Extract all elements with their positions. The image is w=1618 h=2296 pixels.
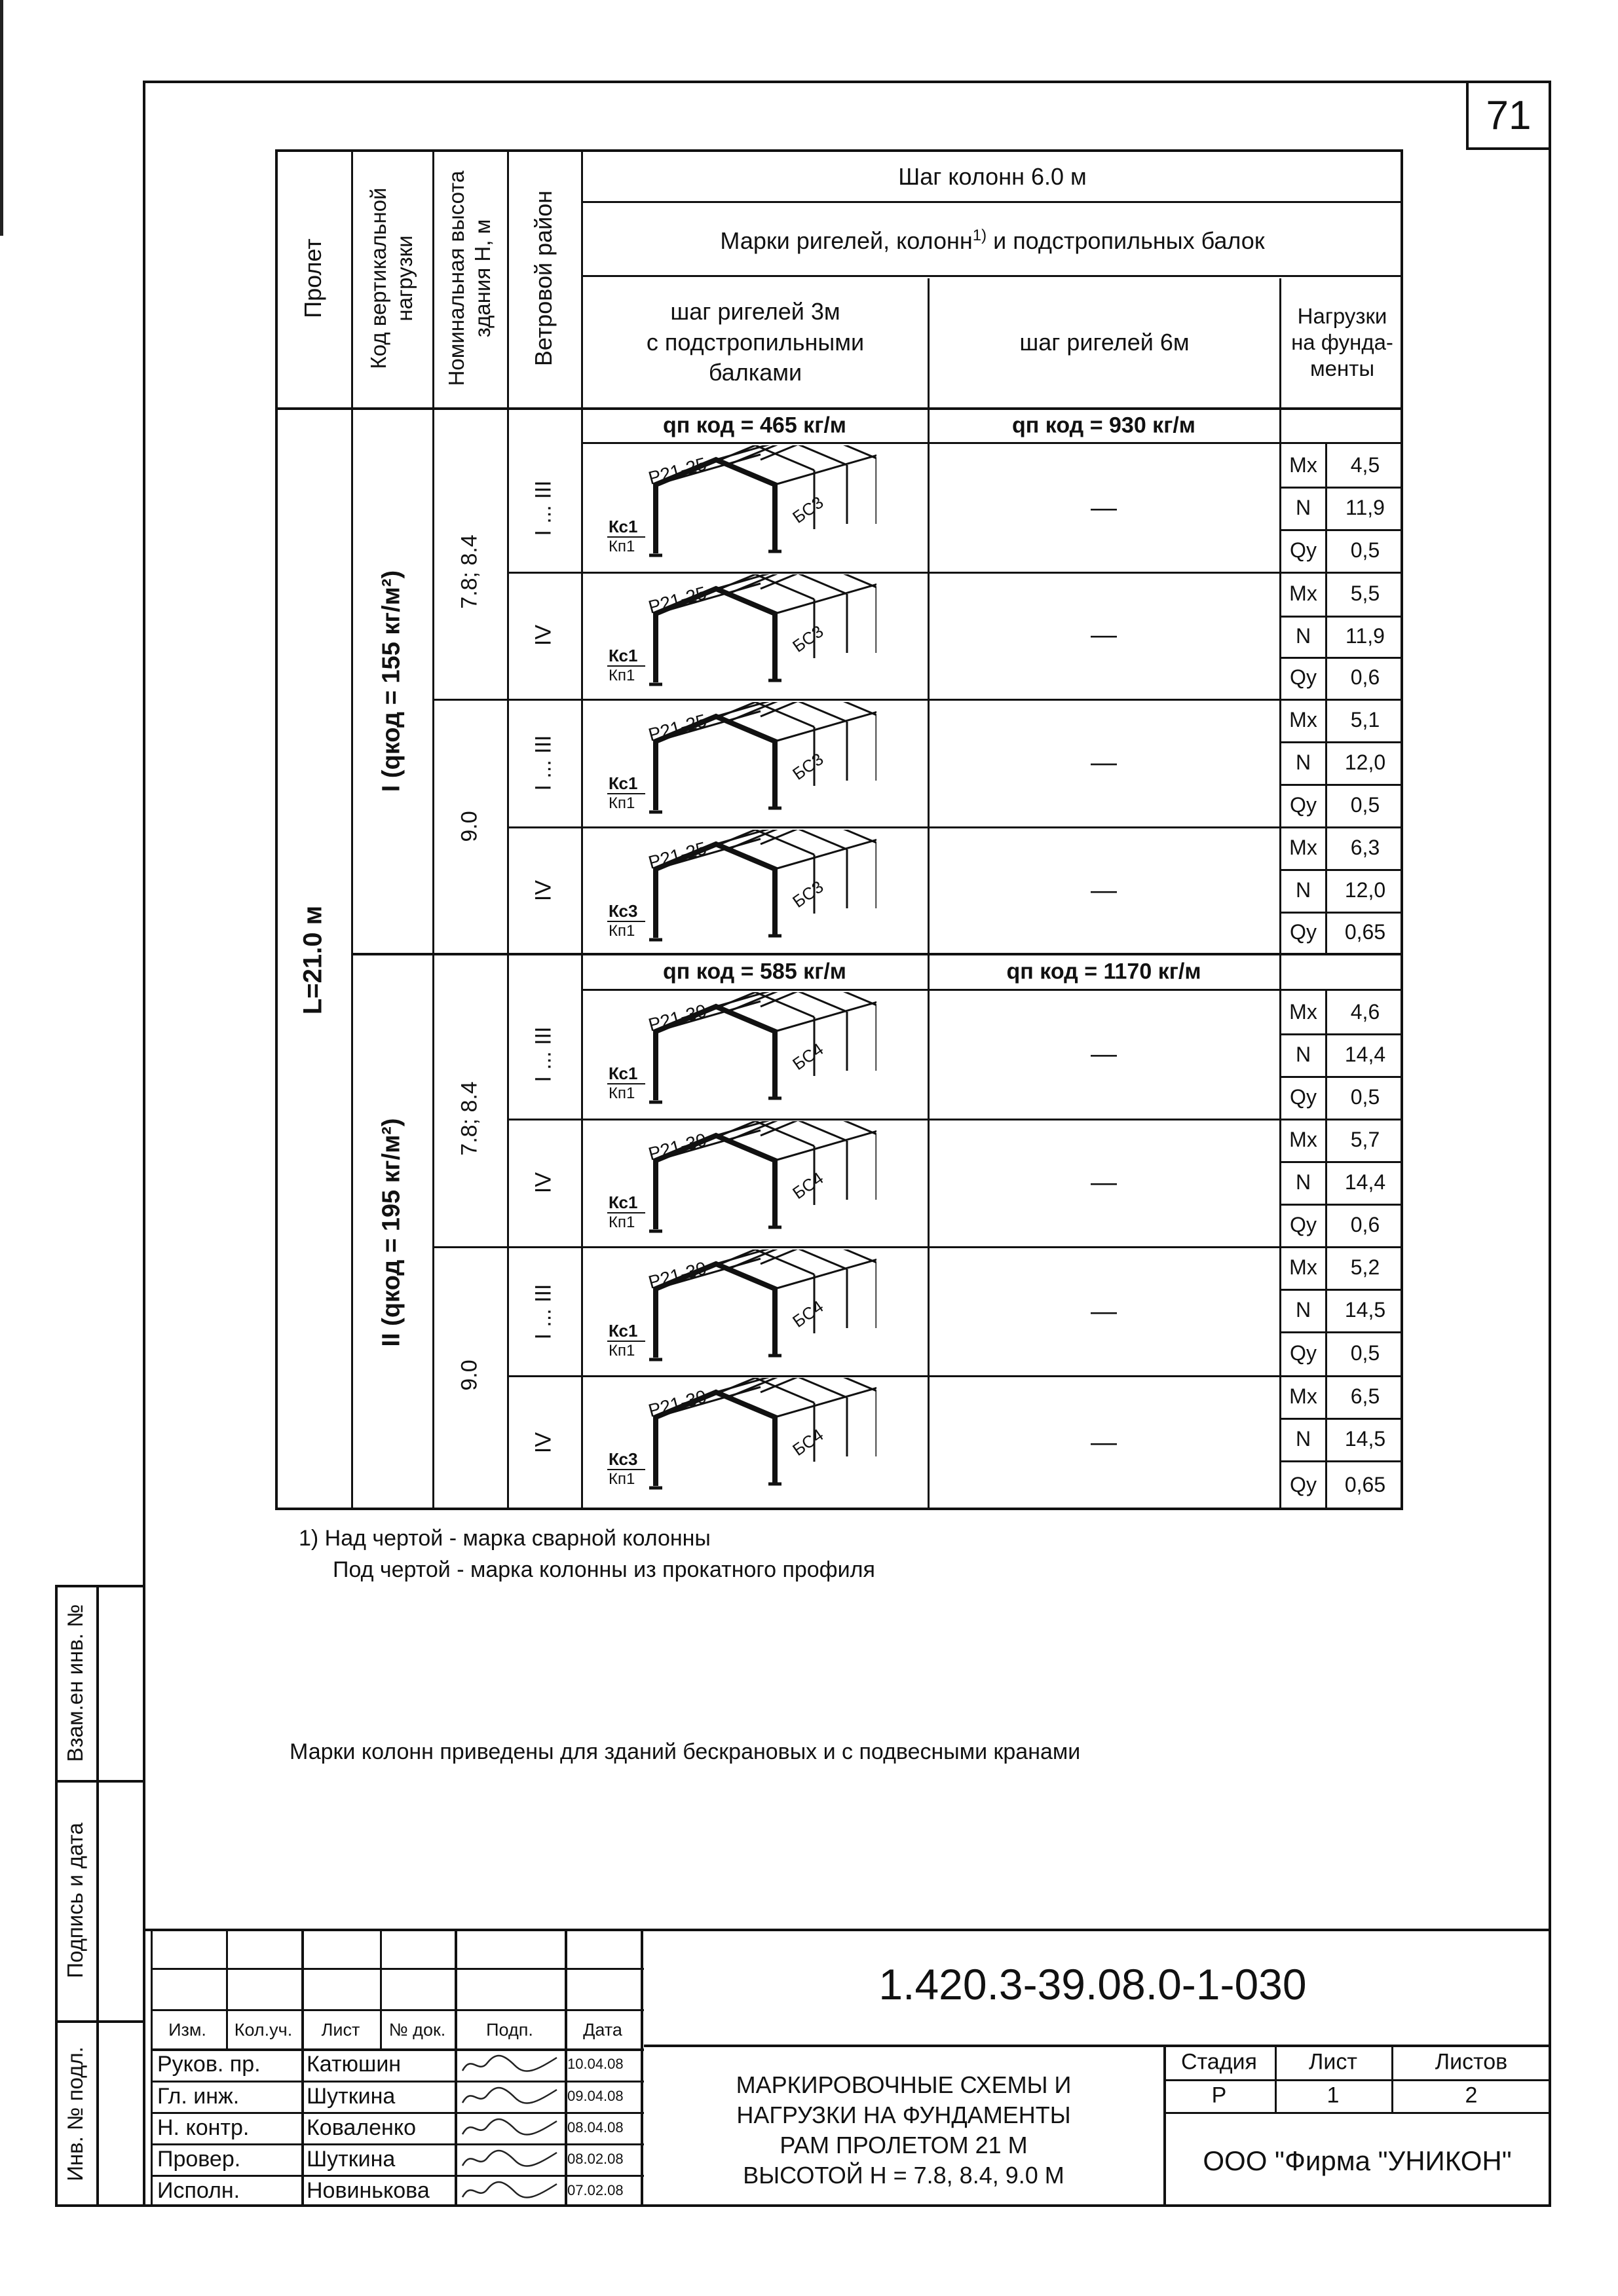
load-value-n: 14,5 — [1344, 1297, 1386, 1322]
header-loads-line: менты — [1309, 356, 1375, 380]
load-label-n: N — [1295, 1426, 1311, 1451]
wind-value: I ... III — [531, 480, 556, 536]
load-label-mx: Mx — [1289, 581, 1317, 605]
handwritten-signature — [459, 2177, 562, 2204]
signature-role: Провер. — [157, 2146, 241, 2172]
column-mark-rolled: Кп1 — [609, 922, 635, 940]
load-value-n: 11,9 — [1345, 623, 1385, 648]
grid-line — [432, 149, 434, 1510]
header-loads-line: Нагрузки — [1297, 304, 1387, 328]
rigel-mark: Р21-30 — [646, 1000, 709, 1035]
signature-role: Гл. инж. — [157, 2083, 240, 2109]
tb-line — [644, 2045, 1551, 2047]
column-mark-welded: Кс1 — [609, 517, 638, 536]
load-value-qy: 0,65 — [1344, 919, 1386, 944]
company-name: ООО "Фирма "УНИКОН" — [1203, 2145, 1512, 2176]
vzam-inv-label: Взам.ен инв. № — [63, 1604, 87, 1762]
tb-header-list: Лист — [321, 2020, 360, 2040]
header-step-3m — [583, 278, 928, 407]
load-value-qy: 0,5 — [1350, 538, 1380, 562]
no-mark-dash: — — [1091, 1297, 1117, 1326]
load-value-n: 12,0 — [1344, 750, 1386, 774]
stage-header: Стадия — [1181, 2049, 1257, 2075]
inv-podl-label: Инв. № подл. — [63, 2046, 87, 2181]
signature-name: Катюшин — [307, 2051, 402, 2077]
wind-value: IV — [531, 1432, 556, 1454]
wind-value: I ... III — [531, 735, 556, 791]
frame-scheme — [585, 574, 876, 699]
qn-3m-group-2: qп код = 585 кг/м — [663, 959, 846, 984]
header-step-3m-line: шаг ригелей 3м — [670, 297, 840, 325]
header-loads-line: на фунда- — [1291, 330, 1393, 354]
qn-3m-group-1: qп код = 465 кг/м — [663, 413, 846, 438]
header-wind: Ветровой район — [530, 190, 557, 367]
load-value-mx: 6,5 — [1350, 1384, 1380, 1408]
frame-scheme — [585, 992, 876, 1117]
load-label-mx: Mx — [1289, 999, 1317, 1024]
load-label-mx: Mx — [1289, 1384, 1317, 1408]
load-value-mx: 5,1 — [1350, 707, 1380, 731]
height-value: 9.0 — [457, 1360, 482, 1391]
grid-line — [432, 699, 1403, 701]
tb-line — [1163, 2045, 1166, 2207]
load-label-qy: Qy — [1290, 919, 1317, 944]
signature-name: Шуткина — [307, 2146, 396, 2172]
header-marks-text: Марки ригелей, колонн — [720, 227, 973, 254]
load-label-qy: Qy — [1290, 792, 1317, 817]
load-value-n: 11,9 — [1345, 495, 1385, 519]
tb-line — [641, 1929, 643, 2207]
grid-line — [432, 1246, 1403, 1248]
rigel-mark: Р21-25 — [646, 582, 709, 618]
rigel-mark: Р21-30 — [646, 1257, 709, 1293]
column-mark-welded: Кс1 — [609, 1064, 638, 1083]
no-mark-dash: — — [1091, 493, 1117, 523]
wind-value: IV — [531, 1172, 556, 1194]
load-value-qy: 0,5 — [1350, 792, 1380, 817]
load-label-n: N — [1295, 623, 1311, 648]
load-label-mx: Mx — [1289, 707, 1317, 731]
column-mark-rolled: Кп1 — [609, 1342, 635, 1360]
load-label-qy: Qy — [1290, 665, 1317, 690]
tb-line — [301, 1929, 304, 2207]
load-value-qy: 0,5 — [1350, 1084, 1380, 1109]
frame-scheme — [585, 1121, 876, 1246]
frame-scheme — [585, 702, 876, 826]
scan-edge-mark — [0, 0, 3, 236]
grid-line — [581, 442, 1403, 444]
column-mark-rolled: Кп1 — [609, 1213, 635, 1231]
beam-mark: БС3 — [789, 492, 827, 527]
load-value-n: 14,5 — [1344, 1426, 1386, 1451]
beam-mark: БС3 — [789, 621, 827, 656]
signature-role: Исполн. — [157, 2177, 240, 2203]
frame-scheme — [585, 445, 876, 570]
load-label-qy: Qy — [1290, 1473, 1317, 1497]
drawing-title-line: РАМ ПРОЛЕТОМ 21 М — [780, 2131, 1028, 2158]
header-loads — [1281, 278, 1403, 407]
load-value-qy: 0,5 — [1350, 1341, 1380, 1365]
load-label-mx: Mx — [1289, 1255, 1317, 1279]
grid-line — [507, 149, 509, 1510]
grid-line — [581, 201, 1403, 203]
load-value-mx: 5,7 — [1350, 1127, 1380, 1151]
qn-6m-group-2: qп код = 1170 кг/м — [1006, 959, 1201, 984]
beam-mark: БС4 — [789, 1168, 827, 1203]
tb-line — [151, 1929, 153, 2207]
footnote-2: Под чертой - марка колонны из прокатного профиля — [333, 1557, 875, 1582]
tb-header-kol: Кол.уч. — [234, 2020, 293, 2040]
tb-line — [226, 1929, 228, 2048]
load-label-qy: Qy — [1290, 1212, 1317, 1236]
frame-scheme — [585, 1378, 876, 1502]
load-value-mx: 6,3 — [1350, 835, 1380, 859]
qn-6m-group-1: qп код = 930 кг/м — [1012, 413, 1195, 438]
grid-line — [928, 278, 930, 1510]
load-label-mx: Mx — [1289, 453, 1317, 477]
column-mark-welded: Кс1 — [609, 646, 638, 665]
grid-line — [275, 407, 1403, 410]
beam-mark: БС4 — [789, 1424, 827, 1460]
drawing-title-line: МАРКИРОВОЧНЫЕ СХЕМЫ И — [736, 2071, 1072, 2098]
handwritten-signature — [459, 2115, 562, 2141]
load-code-group-2: II (qкод = 195 кг/м²) — [377, 1118, 405, 1347]
wind-value: I ... III — [531, 1026, 556, 1083]
load-value-n: 14,4 — [1344, 1042, 1386, 1066]
tb-header-ndok: № док. — [388, 2020, 446, 2040]
wind-value: I ... III — [531, 1284, 556, 1340]
signature-date: 10.04.08 — [567, 2056, 624, 2072]
column-mark-welded: Кс1 — [609, 1193, 638, 1212]
beam-mark: БС3 — [789, 876, 827, 912]
strip-divider — [55, 2020, 144, 2023]
footnote-ref: 1) — [972, 227, 987, 244]
no-mark-dash: — — [1091, 1428, 1117, 1457]
load-code-group-1: I (qкод = 155 кг/м²) — [377, 570, 405, 792]
signature-date: 08.02.08 — [567, 2151, 624, 2167]
tb-line — [1275, 2045, 1277, 2112]
footnote-1: 1) Над чертой - марка сварной колонны — [299, 1526, 711, 1551]
column-mark-welded: Кс3 — [609, 1449, 638, 1469]
column-mark-welded: Кс1 — [609, 1321, 638, 1341]
header-step-6m: шаг ригелей 6м — [1019, 328, 1190, 356]
beam-mark: БС4 — [789, 1039, 827, 1074]
height-value: 7.8; 8.4 — [457, 534, 482, 609]
sheet-header: Лист — [1309, 2049, 1357, 2075]
drawing-title-line: НАГРУЗКИ НА ФУНДАМЕНТЫ — [736, 2101, 1071, 2128]
header-span: Пролет — [299, 238, 326, 318]
sheets-header: Листов — [1435, 2049, 1508, 2075]
frame-scheme — [585, 1250, 876, 1374]
load-value-mx: 4,5 — [1350, 453, 1380, 477]
load-value-qy: 0,65 — [1344, 1473, 1386, 1497]
strip-divider — [55, 1780, 144, 1783]
beam-mark: БС3 — [789, 749, 827, 784]
grid-line — [351, 149, 353, 1510]
tb-line — [151, 2009, 644, 2011]
signature-date: 09.04.08 — [567, 2088, 624, 2104]
no-mark-dash: — — [1091, 748, 1117, 777]
load-value-qy: 0,6 — [1350, 1212, 1380, 1236]
load-value-mx: 5,2 — [1350, 1255, 1380, 1279]
load-label-n: N — [1295, 1297, 1311, 1322]
rigel-mark: Р21-25 — [646, 710, 709, 745]
column-mark-rolled: Кп1 — [609, 667, 635, 684]
signature-role: Н. контр. — [157, 2115, 250, 2140]
tb-header-izm: Изм. — [168, 2020, 206, 2040]
sheet-value: 1 — [1326, 2083, 1340, 2108]
column-mark-welded: Кс1 — [609, 773, 638, 793]
tb-line — [1163, 2079, 1551, 2081]
signature-date: 07.02.08 — [567, 2182, 624, 2198]
header-step-3m-line: с подстропильными — [646, 328, 865, 356]
tb-line — [151, 1968, 644, 1970]
tb-line — [144, 1929, 1551, 1931]
load-label-n: N — [1295, 878, 1311, 902]
stage-value: Р — [1211, 2083, 1227, 2108]
columns-note: Марки колонн приведены для зданий бескрановых и с подвесными кранами — [290, 1739, 1081, 1764]
beam-mark: БС4 — [789, 1296, 827, 1331]
column-mark-rolled: Кп1 — [609, 794, 635, 812]
load-label-n: N — [1295, 1042, 1311, 1066]
header-load-code: Код вертикальной нагрузки — [366, 187, 417, 369]
no-mark-dash: — — [1091, 620, 1117, 650]
sheets-value: 2 — [1465, 2083, 1478, 2108]
column-mark-welded: Кс3 — [609, 901, 638, 921]
wind-value: IV — [531, 880, 556, 902]
column-mark-rolled: Кп1 — [609, 1470, 635, 1488]
frame-scheme — [585, 830, 876, 954]
load-label-mx: Mx — [1289, 835, 1317, 859]
grid-line — [507, 572, 1403, 574]
signature-role: Руков. пр. — [157, 2051, 261, 2077]
no-mark-dash: — — [1091, 876, 1117, 905]
drawing-title — [644, 2053, 1163, 2207]
load-label-mx: Mx — [1289, 1127, 1317, 1151]
strip-divider — [96, 1585, 99, 2207]
document-code: 1.420.3-39.08.0-1-030 — [878, 1960, 1307, 2009]
height-value: 9.0 — [457, 811, 482, 842]
handwritten-signature — [459, 2083, 562, 2109]
load-value-qy: 0,6 — [1350, 665, 1380, 690]
column-mark-rolled: Кп1 — [609, 1084, 635, 1102]
rigel-mark: Р21-25 — [646, 453, 709, 489]
no-mark-dash: — — [1091, 1168, 1117, 1197]
span-label: L=21.0 м — [298, 905, 328, 1015]
load-label-qy: Qy — [1290, 1084, 1317, 1109]
tb-header-data: Дата — [583, 2020, 622, 2040]
column-mark-rolled: Кп1 — [609, 538, 635, 555]
handwritten-signature — [459, 2051, 562, 2077]
tb-line — [455, 1929, 457, 2207]
load-value-n: 14,4 — [1344, 1170, 1386, 1194]
load-label-qy: Qy — [1290, 538, 1317, 562]
tb-line — [1391, 2045, 1393, 2112]
podpis-data-label: Подпись и дата — [63, 1823, 87, 1978]
signature-date: 08.04.08 — [567, 2119, 624, 2136]
rigel-mark: Р21-25 — [646, 838, 709, 873]
grid-line — [507, 826, 1403, 828]
tb-header-podp: Подп. — [486, 2020, 533, 2040]
signature-name: Шуткина — [307, 2083, 396, 2109]
signature-name: Новинькова — [307, 2177, 430, 2203]
grid-line — [351, 953, 1403, 955]
grid-line — [507, 1375, 1403, 1377]
signature-name: Коваленко — [307, 2115, 416, 2140]
handwritten-signature — [459, 2146, 562, 2172]
load-value-mx: 4,6 — [1350, 999, 1380, 1024]
grid-line — [507, 1119, 1403, 1120]
header-marks-tail: и подстропильных балок — [987, 227, 1265, 254]
page-number: 71 — [1486, 92, 1532, 138]
header-step-3m-line: балками — [708, 359, 802, 386]
load-value-n: 12,0 — [1344, 878, 1386, 902]
load-label-n: N — [1295, 750, 1311, 774]
header-marks — [720, 221, 1264, 255]
no-mark-dash: — — [1091, 1039, 1117, 1069]
load-label-n: N — [1295, 1170, 1311, 1194]
grid-line — [581, 275, 1403, 277]
grid-line — [581, 989, 1403, 991]
rigel-mark: Р21-30 — [646, 1129, 709, 1164]
load-value-mx: 5,5 — [1350, 581, 1380, 605]
tb-line — [1163, 2112, 1551, 2114]
header-column-step: Шаг колонн 6.0 м — [898, 163, 1087, 190]
rigel-mark: Р21-30 — [646, 1386, 709, 1421]
height-value: 7.8; 8.4 — [457, 1081, 482, 1156]
wind-value: IV — [531, 624, 556, 646]
load-label-qy: Qy — [1290, 1341, 1317, 1365]
load-label-n: N — [1295, 495, 1311, 519]
drawing-title-line: ВЫСОТОЙ Н = 7.8, 8.4, 9.0 М — [743, 2161, 1064, 2189]
header-height: Номинальная высота здания H, м — [444, 170, 495, 386]
tb-line — [380, 1929, 382, 2048]
